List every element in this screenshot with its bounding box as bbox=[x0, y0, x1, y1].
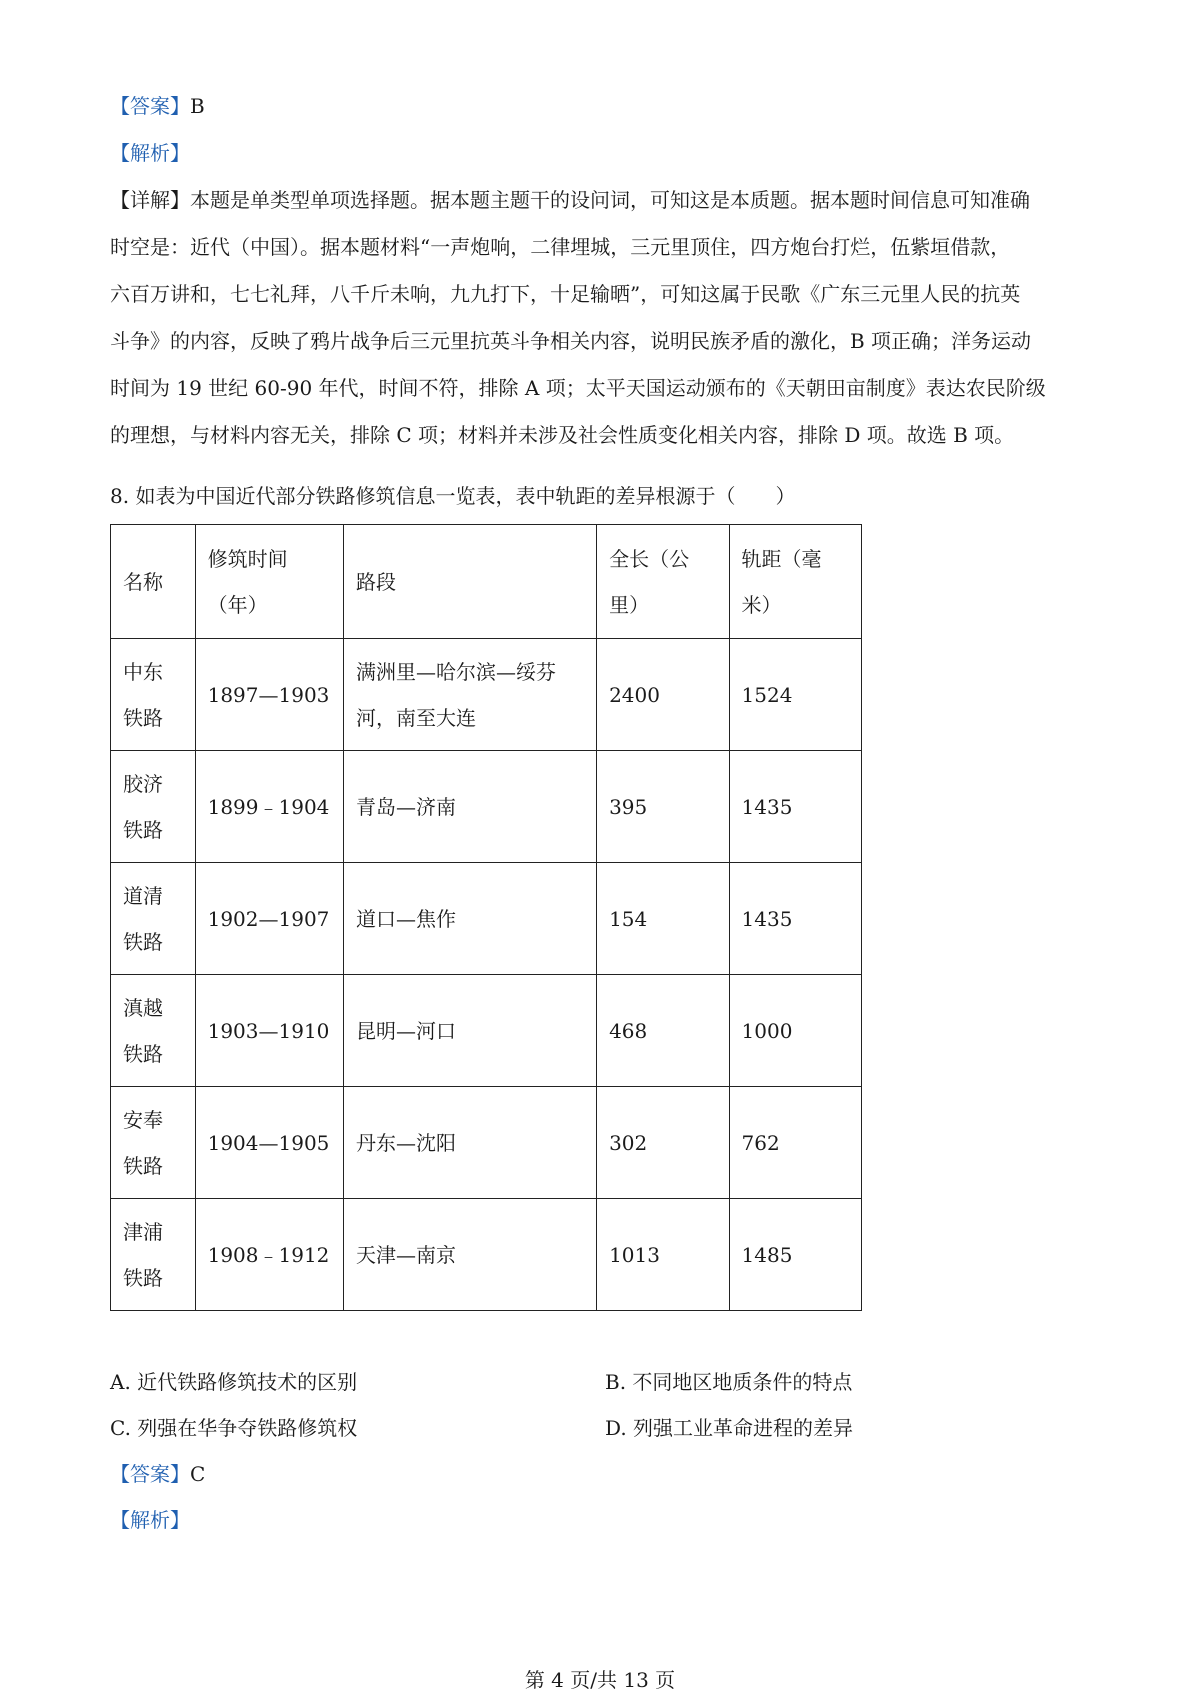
cell-gauge: 1524 bbox=[729, 639, 861, 751]
cell-route: 道口—焦作 bbox=[343, 863, 596, 975]
cell-gauge: 1435 bbox=[729, 863, 861, 975]
railway-table bbox=[110, 524, 862, 1311]
header-time: 修筑时间 （年） bbox=[195, 525, 343, 639]
q8-stem: 8. 如表为中国近代部分铁路修筑信息一览表，表中轨距的差异根源于（ ） bbox=[110, 484, 796, 508]
cell-time: 1904—1905 bbox=[195, 1087, 343, 1199]
detail-line-3: 六百万讲和，七七礼拜，八千斤未响，九九打下，十足输晒”，可知这属于民歌《广东三元里人民的抗英 bbox=[110, 282, 1021, 306]
cell-length: 154 bbox=[597, 863, 729, 975]
q8-analysis-line bbox=[110, 1508, 190, 1532]
analysis-tag: 【解析】 bbox=[110, 141, 190, 165]
cell-time: 1903—1910 bbox=[195, 975, 343, 1087]
cell-time: 1899﹣1904 bbox=[195, 751, 343, 863]
cell-time: 1902—1907 bbox=[195, 863, 343, 975]
answer-value: C bbox=[190, 1462, 206, 1486]
cell-name: 津浦 铁路 bbox=[111, 1199, 196, 1311]
table-row bbox=[111, 639, 862, 751]
cell-name: 道清 铁路 bbox=[111, 863, 196, 975]
table-header-row bbox=[111, 525, 862, 639]
header-name: 名称 bbox=[111, 525, 196, 639]
cell-gauge: 1000 bbox=[729, 975, 861, 1087]
answer-value: B bbox=[190, 94, 205, 118]
page-footer: 第 4 页/共 13 页 bbox=[524, 1668, 676, 1692]
table-row bbox=[111, 1199, 862, 1311]
cell-route: 满洲里—哈尔滨—绥芬 河，南至大连 bbox=[343, 639, 596, 751]
cell-name: 胶济 铁路 bbox=[111, 751, 196, 863]
cell-length: 2400 bbox=[597, 639, 729, 751]
header-length: 全长（公 里） bbox=[597, 525, 729, 639]
cell-route: 青岛—济南 bbox=[343, 751, 596, 863]
q7-answer-line bbox=[110, 94, 205, 118]
cell-route: 丹东—沈阳 bbox=[343, 1087, 596, 1199]
q7-analysis-line bbox=[110, 141, 190, 165]
cell-time: 1897—1903 bbox=[195, 639, 343, 751]
option-d: D. 列强工业革命进程的差异 bbox=[605, 1416, 854, 1440]
detail-line-2: 时空是：近代（中国）。据本题材料“一声炮响，二律埋城，三元里顶住，四方炮台打烂，伍紫垣借款， bbox=[110, 235, 1011, 259]
option-c: C. 列强在华争夺铁路修筑权 bbox=[110, 1416, 358, 1440]
cell-time: 1908﹣1912 bbox=[195, 1199, 343, 1311]
option-a: A. 近代铁路修筑技术的区别 bbox=[110, 1370, 358, 1394]
cell-name: 滇越 铁路 bbox=[111, 975, 196, 1087]
cell-gauge: 762 bbox=[729, 1087, 861, 1199]
answer-tag: 【答案】 bbox=[110, 1462, 190, 1486]
cell-length: 302 bbox=[597, 1087, 729, 1199]
cell-route: 昆明—河口 bbox=[343, 975, 596, 1087]
detail-line-4: 斗争》的内容，反映了鸦片战争后三元里抗英斗争相关内容，说明民族矛盾的激化，B 项正确；洋务运动 bbox=[110, 329, 1032, 353]
table-row bbox=[111, 1087, 862, 1199]
analysis-tag: 【解析】 bbox=[110, 1508, 190, 1532]
header-gauge: 轨距（毫 米） bbox=[729, 525, 861, 639]
cell-gauge: 1435 bbox=[729, 751, 861, 863]
option-b: B. 不同地区地质条件的特点 bbox=[605, 1370, 853, 1394]
detail-line-1: 【详解】本题是单类型单项选择题。据本题主题干的设问词，可知这是本质题。据本题时间信息可知准确 bbox=[110, 188, 1030, 212]
q8-answer-line bbox=[110, 1462, 205, 1486]
cell-length: 1013 bbox=[597, 1199, 729, 1311]
cell-length: 395 bbox=[597, 751, 729, 863]
table-row bbox=[111, 975, 862, 1087]
answer-tag: 【答案】 bbox=[110, 94, 190, 118]
cell-name: 中东 铁路 bbox=[111, 639, 196, 751]
table-row bbox=[111, 863, 862, 975]
cell-route: 天津—南京 bbox=[343, 1199, 596, 1311]
header-route: 路段 bbox=[343, 525, 596, 639]
cell-length: 468 bbox=[597, 975, 729, 1087]
detail-tag: 【详解】 bbox=[110, 188, 190, 212]
q7-detail-paragraph bbox=[110, 177, 1100, 459]
cell-gauge: 1485 bbox=[729, 1199, 861, 1311]
detail-line-5: 时间为 19 世纪 60-90 年代，时间不符，排除 A 项；太平天国运动颁布的《天朝田亩制度》表达农民阶级 bbox=[110, 376, 1046, 400]
cell-name: 安奉 铁路 bbox=[111, 1087, 196, 1199]
detail-line-6: 的理想，与材料内容无关，排除 C 项；材料并未涉及社会性质变化相关内容，排除 D 项。故选 B 项。 bbox=[110, 423, 1015, 447]
table-row bbox=[111, 751, 862, 863]
